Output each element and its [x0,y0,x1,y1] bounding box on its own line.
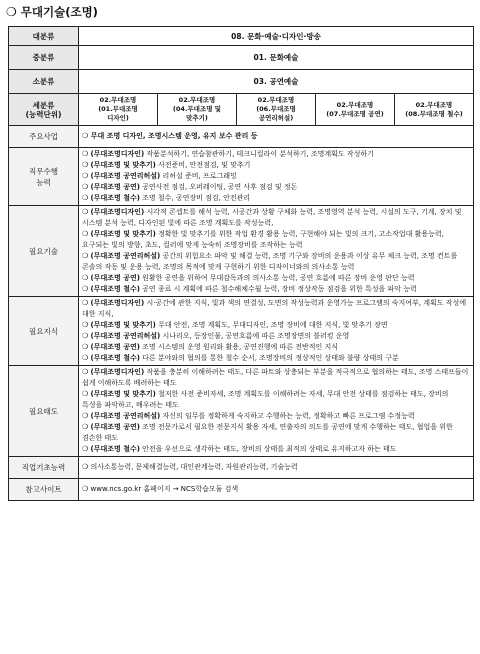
detail-unit-1: 02.무대조명 (01.무대조명 디자인) [79,94,158,126]
skills-item: ❍ (무대조명 공연) 원활한 공연을 위하여 무대감독과의 의사소통 능력, 공연 흐름에 따른 장비 운영 판단 능력 [82,273,470,284]
duty-item: ❍ (무대조명 공연) 공연사전 점검, 오퍼레이팅, 공연 사후 점검 및 정돈 [82,182,470,193]
mid-category-value: 01. 문화예술 [79,46,474,70]
reference-site-text: ❍ www.ncs.go.kr 홈페이지 → NCS학습모듈 검색 [82,485,238,493]
knowledge-item: ❍ (무대조명 철수) 다른 분야와의 협의를 통한 철수 순서, 조명장비의 정상적인 상태와 불량 상태의 구분 [82,353,470,364]
duty-item: ❍ (무대조명 및 맞추기) 사전준비, 안전점검, 및 맞추기 [82,160,470,171]
detail-unit-4: 02.무대조명 (07.무대조명 공연) [316,94,395,126]
reference-site-value [79,479,474,501]
skills-label: 필요기술 [9,206,79,297]
page-title [6,2,98,22]
skills-list [79,206,474,297]
duty-item: ❍ (무대조명 철수) 조명 철수, 공연장비 점검, 안전관리 [82,193,470,204]
duty-item: ❍ (무대조명 공연리허설) 리허설 준비, 프로그래밍 [82,171,470,182]
attitude-list [79,366,474,457]
attitude-item: ❍ (무대조명 공연리허설) 자신의 임무를 정확하게 숙지하고 수행하는 능력, 정확하고 빠른 프로그램 수정능력 [82,411,470,422]
large-category-value: 08. 문화·예술·디자인·방송 [79,27,474,46]
attitude-label: 필요태도 [9,366,79,457]
skills-item: ❍ (무대조명 및 맞추기) 정확한 빛 맞추기를 위한 작업 환경 활용 능력, 구현해야 되는 빛의 크기, 고소작업대 활용능력, 요구되는 빛의 방향, 초도, 컬러에 맞게 능숙히 조명장비를 조작하는 능력 [82,229,470,251]
page-title-text: 무대기술(조명) [20,5,98,19]
attitude-item: ❍ (무대조명 및 맞추기) 철저한 사전 준비자세, 조명 계획도를 이해하려는 자세, 무대 안전 상태를 점검하는 태도, 장비의 특성을 파악하고, 배우려는 태도 [82,389,470,411]
duty-list [79,148,474,206]
knowledge-item: ❍ (무대조명디자인) 시·공간에 관한 지식, 빛과 색의 연결성, 도면의 작성능력과 운영가능 프로그램의 숙지여부, 계획도 작성에 대한 지식, [82,298,470,320]
knowledge-item: ❍ (무대조명 및 맞추기) 무대 안전, 조명 계획도, 무대디자인, 조명 장비에 대한 지식, 빛 맞추기 장면 [82,320,470,331]
reference-site-label: 참고사이트 [9,479,79,501]
basic-ability-label: 직업기초능력 [9,457,79,479]
knowledge-list [79,297,474,366]
detail-category-label: 세분류 (능력단위) [9,94,79,126]
knowledge-label: 필요지식 [9,297,79,366]
basic-ability-value [79,457,474,479]
duty-item: ❍ (무대조명디자인) 작품분석하기, 연습참관하기, 테크니컬라이 분석하기, 조명계획도 작성하기 [82,149,470,160]
attitude-item: ❍ (무대조명 철수) 안전을 우선으로 생각하는 태도, 장비의 상태를 최적의 상태로 유지하고자 하는 태도 [82,444,470,455]
main-work-value [79,126,474,148]
basic-ability-text: ❍ 의사소통능력, 문제해결능력, 대인관계능력, 자원관리능력, 기술능력 [82,463,298,471]
detail-unit-3: 02.무대조명 (06.무대조명 공연리허설) [237,94,316,126]
attitude-item: ❍ (무대조명 공연) 조명 전문가로서 필요한 전문지식 활용 자세, 연출자의 의도를 공연에 맞게 수행하는 태도, 협업을 위한 겸손한 태도 [82,422,470,444]
main-work-text: ❍ 무대 조명 디자인, 조명시스템 운영, 유지 보수 관리 등 [82,132,258,140]
circle-bullet-icon: ❍ [6,5,17,19]
detail-unit-5: 02.무대조명 (08.무대조명 철수) [395,94,474,126]
skills-item: ❍ (무대조명 철수) 공연 종료 시 계획에 따른 철수해체수월 능력, 장비 정상작동 점검을 위한 특성을 파악 능력 [82,284,470,295]
small-category-label: 소분류 [9,70,79,94]
main-work-label: 주요사업 [9,126,79,148]
small-category-value: 03. 공연예술 [79,70,474,94]
duty-label: 직무수행 능력 [9,148,79,206]
mid-category-label: 중분류 [9,46,79,70]
attitude-item: ❍ (무대조명디자인) 작품을 충분히 이해하려는 태도, 다른 파트와 상충되는 부분을 적극적으로 협의하는 태도, 조명 스태프들이 쉽게 이해하도록 배려하는 태도 [82,367,470,389]
ncs-info-table [8,26,474,501]
skills-item: ❍ (무대조명디자인) 시각적 콘셉트를 해석 능력, 시공간과 상황 구체화 능력, 조명영역 분석 능력, 시설의 도구, 기계, 장치 및 시스템 분석 능력, 디자인된 빛에 따른 조명 계획도를 작성능력, [82,207,470,229]
knowledge-item: ❍ (무대조명 공연리허설) 시나리오, 등장인물, 공연흐름에 따른 조명장면의 블러킹 운영 [82,331,470,342]
large-category-label: 대분류 [9,27,79,46]
knowledge-item: ❍ (무대조명 공연) 조명 시스템의 운영 원리와 활용, 공연진행에 따른 전반적인 지식 [82,342,470,353]
detail-unit-2: 02.무대조명 (04.무대조명 및 맞추기) [158,94,237,126]
skills-item: ❍ (무대조명 공연리허설) 공간의 위험요소 파악 및 해결 능력, 조명 기구와 장비의 운용과 이상 유무 체크 능력, 조명 컨트롤 콘솔의 작동 및 운용 능력, 조명의 목적에 맞게 구현하기 위한 디자이너와의 의사소통 능력 [82,251,470,273]
